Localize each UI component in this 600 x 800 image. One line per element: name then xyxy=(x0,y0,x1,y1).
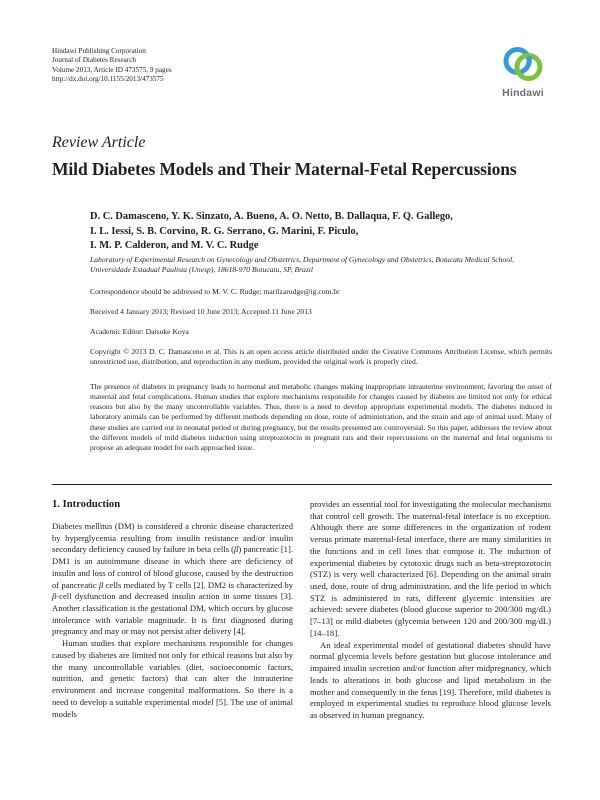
paragraph: Human studies that explore mechanisms responsible for changes caused by diabetes are limited not only for ethical reasons but also by the many uncontrollable variables (diet, socioeconomic factors, nutrition, and genetic factors) that can alter the intrauterine environment and increase congenital malformations. So there is a need to develop a suitable experimental model [5]. The use of animal models xyxy=(52,638,293,719)
author-list xyxy=(90,210,453,254)
copyright-notice: Copyright © 2013 D. C. Damasceno et al. This is an open access article distributed under the Creative Commons Attribution License, which permits unrestricted use, distribution, and reproduction in any medium, provided the original work is properly cited. xyxy=(90,347,552,367)
text-run: ) pancreatic [1]. DM1 is an autoimmune disease in which there are deficiency of insulin and loss of control of blood glucose, caused by the destruction of pancreatic xyxy=(52,544,293,590)
author-line: D. C. Damasceno, Y. K. Sinzato, A. Bueno, A. O. Netto, B. Dallaqua, F. Q. Gallego, xyxy=(90,211,453,222)
academic-editor: Academic Editor: Daisuke Koya xyxy=(90,327,189,336)
author-line: I. L. Iessi, S. B. Corvino, R. G. Serrano, G. Marini, F. Piculo, xyxy=(90,225,359,237)
text-run: cells mediated by T cells [2]. DM2 is characterized by xyxy=(103,579,293,590)
paragraph: provides an essential tool for investigating the molecular mechanisms that control cell growth. The maternal-fetal interface is no exception. Although there are some differences in the organization of rodent versus primate maternal-fetal interface, there are many similarities in the functions and in cell lines that compose it. The induction of experimental diabetes by cytotoxic drugs such as beta-streptozotocin (STZ) is very well characterized [6]. Depending on the animal strain used, dose, route of drug administration, and the life period in which STZ is administered in rats, different glycemic intensities are achieved: severe diabetes (blood glucose superior to 200/300 mg/dL) [7–13] or mild diabetes (glycemia between 120 and 200/300 mg/dL) [14–18]. xyxy=(310,499,551,638)
text-run: -cell dysfunction and decreased insulin action in some tissues [3]. Another classification is the gestational DM, which occurs by glucose intolerance with variable magnitude. It is first diagnosed during pregnancy and may or may not persist after delivery [4]. xyxy=(52,591,293,637)
logo-text: Hindawi xyxy=(502,87,544,99)
divider xyxy=(52,484,552,485)
abstract: The presence of diabetes in pregnancy leads to hormonal and metabolic changes making inappropriate intrauterine environment, favoring the onset of maternal and fetal complications. Human studies that explore mechanisms responsible for changes caused by diabetes are limited not only for ethical reasons but also by the many uncontrollable variables. Thus, there is a need to develop appropriate experimental models. The diabetes induced in laboratory animals can be performed by different methods depending on dose, route of administration, and the strain and age of animal used. Many of these studies are carried out in neonatal period or during pregnancy, but the results presented are controversial. So this paper, addresses the review about the different models of mild diabetes induction using streptozotocin in pregnant rats and their repercussions on the maternal and fetal organisms to propose an adequate model for each approached issue. xyxy=(90,382,552,452)
journal-name: Journal of Diabetes Research xyxy=(52,56,137,65)
affiliation: Laboratory of Experimental Research on Gynecology and Obstetrics, Department of Gynecology and Obstetrics, Botucatu Medical School, Universidade Estadual Paulista (Unesp), 18618-970 Botucatu, SP, Brazil xyxy=(90,255,515,275)
left-column xyxy=(52,521,293,720)
beta-symbol: β xyxy=(52,591,57,602)
correspondence: Correspondence should be addressed to M. V. C. Rudge; marilzarudge@ig.com.br xyxy=(90,287,340,296)
text-run: Diabetes mellitus (DM) is considered a chronic disease characterized by hyperglycemia resulting from insulin resistance and/or insulin secondary deficiency caused by failure in beta cells ( xyxy=(52,521,293,555)
beta-symbol: β xyxy=(234,544,239,555)
hindawi-logo-icon xyxy=(502,42,544,86)
paragraph xyxy=(52,521,293,638)
section-heading: 1. Introduction xyxy=(52,499,121,510)
right-column xyxy=(310,499,551,722)
publication-info xyxy=(52,47,172,85)
paragraph: An ideal experimental model of gestational diabetes should have normal glycemia levels before gestation but glucose intolerance and impaired insulin secretion and/or function after midpregnancy, which leads to alterations in both glucose and lipid metabolism in the mother and consequently in the fetus [19]. Therefore, mild diabetes is employed in experimental studies to reproduce blood glucose levels as observed in human pregnancy. xyxy=(310,639,551,720)
hindawi-logo[interactable] xyxy=(496,42,550,104)
volume-info: Volume 2013, Article ID 473575, 9 pages xyxy=(52,65,172,74)
dates: Received 4 January 2013; Revised 10 June 2013; Accepted 11 June 2013 xyxy=(90,307,312,316)
beta-symbol: β xyxy=(99,579,104,590)
article-type: Review Article xyxy=(52,134,146,151)
article-title: Mild Diabetes Models and Their Maternal-Fetal Repercussions xyxy=(52,159,517,179)
publisher-name: Hindawi Publishing Corporation xyxy=(52,47,146,55)
doi-link[interactable]: http://dx.doi.org/10.1155/2013/473575 xyxy=(52,75,164,84)
author-line: I. M. P. Calderon, and M. V. C. Rudge xyxy=(90,240,259,252)
